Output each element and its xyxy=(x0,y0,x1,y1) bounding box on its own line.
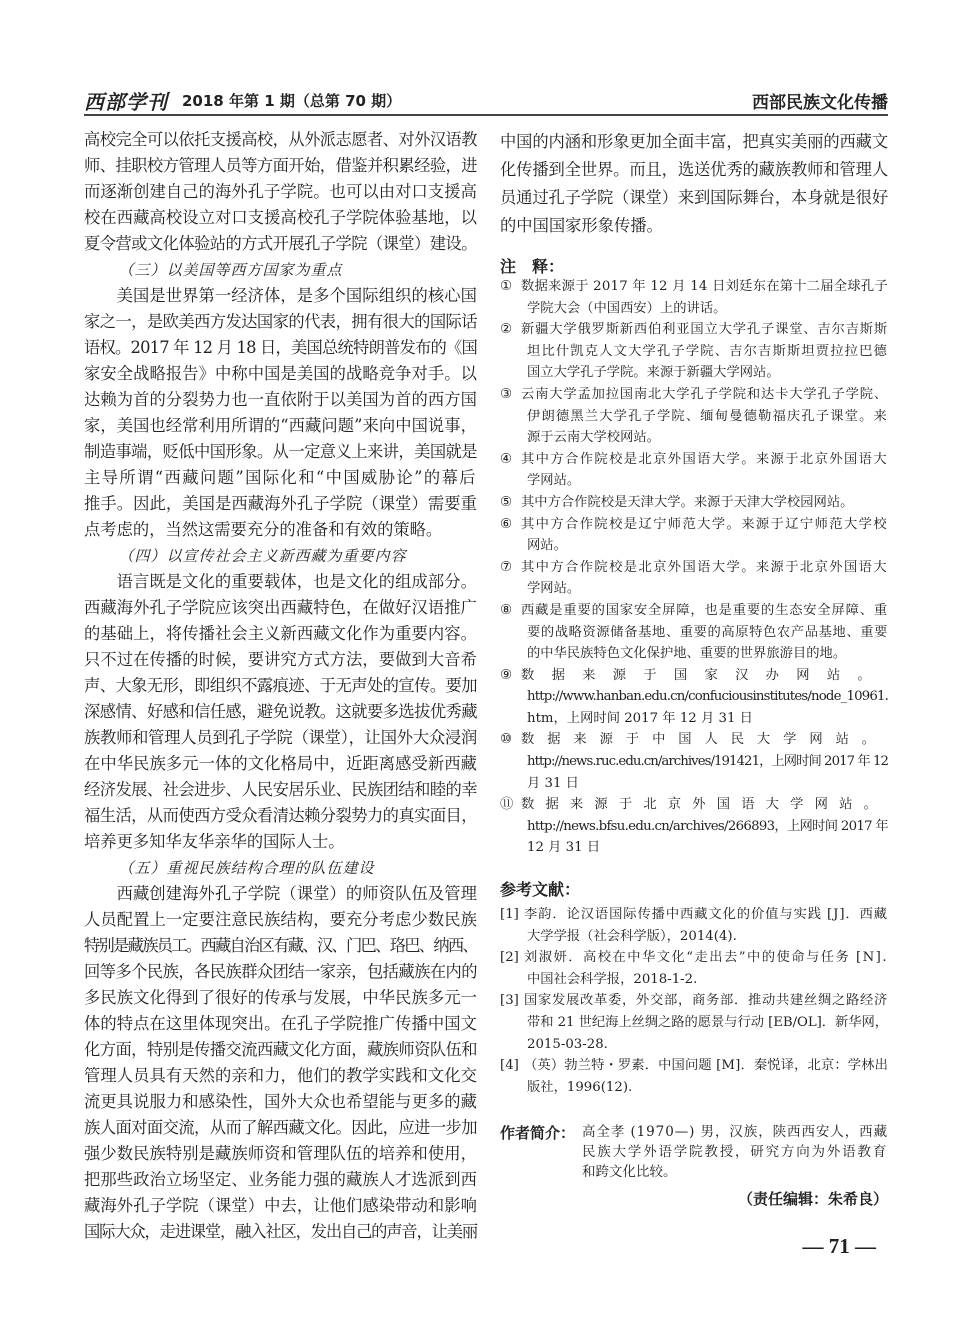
body-line-text: 声、大象无形，即组织不露痕迹、于无声处的宣传。要加 xyxy=(84,676,477,695)
reference-line xyxy=(500,1034,888,1056)
section-title: 西部民族文化传播 xyxy=(752,93,888,113)
body-line-text: 多民族文化得到了很好的传承与发展，中华民族多元一 xyxy=(84,988,477,1007)
author-bio xyxy=(582,1122,888,1182)
body-line xyxy=(84,959,477,985)
body-line-text: 夏令营或文化体验站的方式开展孔子学院（课堂）建设。 xyxy=(84,234,477,253)
note-number: ① xyxy=(500,279,512,294)
reference-line xyxy=(500,969,888,991)
body-line-text: 西藏创建海外孔子学院（课堂）的师资队伍及管理 xyxy=(116,884,477,903)
body-line xyxy=(84,335,477,361)
note-line xyxy=(500,514,888,536)
note-text: 的中华民族特色文化保护地、重要的世界旅游目的地。 xyxy=(527,646,847,662)
left-column xyxy=(84,127,477,1245)
responsible-editor: （责任编辑：朱希良） xyxy=(737,1190,888,1208)
note-line xyxy=(500,492,888,514)
body-line-text: 语权。2017 年 12 月 18 日，美国总统特朗普发布的《国 xyxy=(84,338,477,357)
body-line xyxy=(84,1063,477,1089)
note-number: ② xyxy=(500,322,512,338)
reference-number: [4] xyxy=(500,1058,519,1074)
note-line xyxy=(500,729,888,751)
body-line-text: 语言既是文化的重要载体，也是文化的组成部分。 xyxy=(116,572,477,591)
body-line-text: 家之一，是欧美西方发达国家的代表，拥有很大的国际话 xyxy=(84,312,477,331)
body-line xyxy=(500,128,888,156)
body-line xyxy=(84,465,477,491)
reference-line xyxy=(500,947,888,969)
section-heading: （四）以宣传社会主义新西藏为重要内容 xyxy=(118,547,407,565)
note-line xyxy=(500,816,888,838)
note-number: ⑤ xyxy=(500,494,512,510)
notes-title: 注 释： xyxy=(500,257,565,276)
body-line xyxy=(500,212,888,240)
body-line-text: 西藏海外孔子学院应该突出西藏特色，在做好汉语推广 xyxy=(84,598,477,617)
reference-line xyxy=(500,1012,888,1034)
body-line-text: 化传播到全世界。而且，选送优秀的藏族教师和管理人 xyxy=(500,160,888,179)
reference-number: [1] xyxy=(500,907,519,922)
note-text: htm，上网时间 2017 年 12 月 31 日 xyxy=(527,710,753,726)
bio-text: 和跨文化比较。 xyxy=(582,1164,677,1180)
bio-line xyxy=(582,1122,888,1142)
body-line xyxy=(84,179,477,205)
body-line-text: 家，美国也经常利用所谓的“西藏问题”来向中国说事， xyxy=(84,416,477,435)
body-line-text: 培养更多知华友华亲华的国际人士。 xyxy=(84,832,345,851)
note-text: 其中方合作院校是北京外国语大学。来源于北京外国语大 xyxy=(521,451,888,467)
note-text: 坦比什凯克人文大学孔子学院、吉尔吉斯斯坦贾拉拉巴德 xyxy=(527,343,888,359)
journal-logo: 西部学刊 xyxy=(84,90,168,114)
note-line xyxy=(500,751,888,773)
body-line xyxy=(84,647,477,673)
body-line xyxy=(84,803,477,829)
body-line xyxy=(84,829,477,855)
body-line-text: 流更具说服力和感染性，国外大众也希望能与更多的藏 xyxy=(84,1092,477,1111)
note-number: ⑨ xyxy=(500,667,512,683)
author-bio-label: 作者简介： xyxy=(500,1124,576,1142)
reference-line xyxy=(500,1055,888,1077)
body-line-text: 特别是藏族员工。西藏自治区有藏、汉、门巴、珞巴、纳西、 xyxy=(84,936,477,955)
reference-text: （英）勃兰特・罗素．中国问题 [M]．秦悦译，北京：学林出 xyxy=(524,1058,888,1074)
body-line xyxy=(84,1167,477,1193)
note-line xyxy=(500,276,888,298)
reference-text: 刘淑妍．高校在中华文化“走出去”中的使命与任务 [N]. xyxy=(524,950,888,966)
body-line-text: 族教师和管理人员到孔子学院（课堂），让国外大众浸润 xyxy=(84,728,477,747)
body-line xyxy=(84,1037,477,1063)
body-line xyxy=(84,985,477,1011)
body-line-text: 强少数民族特别是藏族师资和管理队伍的培养和使用， xyxy=(84,1144,477,1163)
note-line xyxy=(500,557,888,579)
body-line-text: 员通过孔子学院（课堂）来到国际舞台，本身就是很好 xyxy=(500,188,888,207)
body-line xyxy=(84,933,477,959)
note-line xyxy=(500,600,888,622)
note-line xyxy=(500,470,888,492)
note-text: http://www.hanban.edu.cn/confuciousinstitutes/node_10961. xyxy=(527,689,888,705)
body-line-text: 制造事端，贬低中国形象。从一定意义上来讲，美国就是 xyxy=(84,442,477,461)
body-line xyxy=(84,387,477,413)
body-line xyxy=(84,881,477,907)
note-text: 月 31 日 xyxy=(527,775,579,791)
page-number: — 71 — xyxy=(802,1234,876,1258)
body-line-text: 回等多个民族，各民族群众团结一家亲，包括藏族在内的 xyxy=(84,962,477,981)
body-line xyxy=(84,153,477,179)
body-line-text: 的中国国家形象传播。 xyxy=(500,216,663,235)
note-line xyxy=(500,794,888,816)
body-line xyxy=(84,569,477,595)
body-line-text: 深感情、好感和信任感，避免说教。这就要多选拔优秀藏 xyxy=(84,702,477,721)
body-line-text: 家安全战略报告》中称中国是美国的战略竞争对手。以 xyxy=(84,364,477,383)
right-column-body xyxy=(500,128,888,240)
reference-line xyxy=(500,990,888,1012)
body-line-text: 人员配置上一定要注意民族结构，要充分考虑少数民族 xyxy=(84,910,477,929)
body-line-text: 的基础上，将传播社会主义新西藏文化作为重要内容。 xyxy=(84,624,477,643)
note-number: ④ xyxy=(500,451,512,467)
body-line xyxy=(84,231,477,257)
note-number: ⑪ xyxy=(500,797,514,813)
note-number: ⑧ xyxy=(500,602,512,618)
reference-number: [3] xyxy=(500,993,519,1009)
reference-line xyxy=(500,1077,888,1099)
note-line xyxy=(500,319,888,341)
note-text: 新疆大学俄罗斯新西伯利亚国立大学孔子课堂、吉尔吉斯斯 xyxy=(521,322,888,338)
note-text: 云南大学孟加拉国南北大学孔子学院和达卡大学孔子学院、 xyxy=(521,386,888,402)
note-line xyxy=(500,643,888,665)
reference-text: 李韵．论汉语国际传播中西藏文化的价值与实践 [J]．西藏 xyxy=(524,907,888,922)
note-line xyxy=(500,341,888,363)
section-heading-row xyxy=(84,257,477,283)
body-line-text: 师、挂职校方管理人员等方面开始，借鉴并积累经验，进 xyxy=(84,156,477,175)
note-text: 其中方合作院校是辽宁师范大学。来源于辽宁师范大学校 xyxy=(521,516,888,532)
body-line xyxy=(500,156,888,184)
body-line xyxy=(84,361,477,387)
body-line-text: 主导所谓“西藏问题”国际化和“中国威胁论”的幕后 xyxy=(84,468,477,487)
note-text: 12 月 31 日 xyxy=(527,840,601,856)
note-line xyxy=(500,449,888,471)
body-line-text: 国际大众，走进课堂，融入社区，发出自己的声音，让美丽 xyxy=(84,1222,477,1241)
body-line-text: 推手。因此，美国是西藏海外孔子学院（课堂）需要重 xyxy=(84,494,477,513)
note-text: 学网站。 xyxy=(527,473,581,489)
body-line-text: 化方面，特别是传播交流西藏文化方面，藏族师资队伍和 xyxy=(84,1040,477,1059)
note-text: http://news.ruc.edu.cn/archives/191421，上网时间 2017 年 12 xyxy=(527,754,888,770)
body-line-text: 只不过在传播的时候，要讲究方式方法，要做到大音希 xyxy=(84,650,477,669)
note-line xyxy=(500,837,888,859)
body-line xyxy=(84,699,477,725)
body-line-text: 藏海外孔子学院（课堂）中去，让他们感染带动和影响 xyxy=(84,1196,477,1215)
section-heading-row xyxy=(84,855,477,881)
body-line-text: 管理人员具有天然的亲和力，他们的教学实践和文化交 xyxy=(84,1066,477,1085)
reference-text: 版社，1996(12). xyxy=(527,1079,633,1095)
body-line-text: 点考虑的，当然这需要充分的准备和有效的策略。 xyxy=(84,520,443,539)
note-line xyxy=(500,686,888,708)
reference-line xyxy=(500,926,888,948)
body-line xyxy=(84,907,477,933)
body-line-text: 而逐渐创建自己的海外孔子学院。也可以由对口支援高 xyxy=(84,182,477,201)
body-line xyxy=(84,1089,477,1115)
reference-text: 大学学报（社会科学版），2014(4). xyxy=(527,928,737,944)
body-line xyxy=(84,1193,477,1219)
body-line xyxy=(84,777,477,803)
note-line xyxy=(500,362,888,384)
body-line xyxy=(84,1219,477,1245)
issue-info: 2018 年第 1 期（总第 70 期） xyxy=(182,92,402,110)
note-text: 学院大会（中国西安）上的讲话。 xyxy=(527,300,727,316)
note-text: 西藏是重要的国家安全屏障，也是重要的生态安全屏障、重 xyxy=(521,602,888,618)
body-line xyxy=(84,595,477,621)
bio-line xyxy=(582,1162,888,1182)
body-line xyxy=(500,184,888,212)
body-line-text: 体的特点在这里体现突出。在孔子学院推广传播中国文 xyxy=(84,1014,477,1033)
note-text: 其中方合作院校是北京外国语大学。来源于北京外国语大 xyxy=(521,559,888,575)
reference-number: [2] xyxy=(500,950,519,966)
note-text: 伊朗德黑兰大学孔子学院、缅甸曼德勒福庆孔子课堂。来 xyxy=(527,408,888,424)
body-line xyxy=(84,725,477,751)
section-heading: （五）重视民族结构合理的队伍建设 xyxy=(118,859,375,877)
reference-text: 2015-03-28. xyxy=(527,1036,608,1052)
note-number: ③ xyxy=(500,386,512,402)
body-line-text: 美国是世界第一经济体，是多个国际组织的核心国 xyxy=(116,286,477,305)
body-line-text: 高校完全可以依托支援高校，从外派志愿者、对外汉语教 xyxy=(84,130,477,149)
note-line xyxy=(500,622,888,644)
note-text: 国立大学孔子学院。来源于新疆大学网站。 xyxy=(527,365,780,381)
body-line xyxy=(84,517,477,543)
reference-line xyxy=(500,904,888,926)
body-line xyxy=(84,621,477,647)
bio-text: 高全孝 (1970—) 男，汉族，陕西西安人，西藏 xyxy=(582,1124,888,1140)
note-line xyxy=(500,708,888,730)
references-title: 参考文献： xyxy=(500,880,581,899)
body-line xyxy=(84,127,477,153)
body-line xyxy=(84,1141,477,1167)
note-line xyxy=(500,578,888,600)
body-line-text: 福生活，从而使西方受众看清达赖分裂势力的真实面目， xyxy=(84,806,477,825)
body-line xyxy=(84,751,477,777)
note-line xyxy=(500,384,888,406)
reference-text: 国家发展改革委，外交部，商务部．推动共建丝绸之路经济 xyxy=(524,993,888,1009)
note-number: ⑩ xyxy=(500,732,512,748)
body-line xyxy=(84,283,477,309)
section-heading: （三）以美国等西方国家为重点 xyxy=(118,261,343,279)
note-line xyxy=(500,427,888,449)
references-list xyxy=(500,904,888,1098)
note-text: 学网站。 xyxy=(527,581,581,597)
header-rule xyxy=(84,114,888,116)
reference-text: 带和 21 世纪海上丝绸之路的愿景与行动 [EB/OL]．新华网， xyxy=(527,1014,888,1030)
note-text: 数据来源于 2017 年 12 月 14 日刘廷东在第十二届全球孔子 xyxy=(521,279,888,294)
note-line xyxy=(500,665,888,687)
body-line xyxy=(84,673,477,699)
body-line xyxy=(84,1115,477,1141)
note-line xyxy=(500,535,888,557)
reference-text: 中国社会科学报，2018-1-2. xyxy=(527,971,698,987)
body-line xyxy=(84,205,477,231)
body-line-text: 族人面对面交流，从而了解西藏文化。因此，应进一步加 xyxy=(84,1118,477,1137)
body-line xyxy=(84,491,477,517)
bio-text: 民族大学外语学院教授，研究方向为外语教育 xyxy=(582,1144,888,1160)
note-number: ⑦ xyxy=(500,559,512,575)
bio-line xyxy=(582,1142,888,1162)
note-text: http://news.bfsu.edu.cn/archives/266893，上网时间 2017 年 xyxy=(527,818,888,834)
body-line-text: 校在西藏高校设立对口支援高校孔子学院体验基地，以 xyxy=(84,208,477,227)
body-line-text: 在中华民族多元一体的文化格局中，近距离感受新西藏 xyxy=(84,754,477,773)
note-text: 数据来源于国家汉办网站。 xyxy=(521,667,888,683)
note-line xyxy=(500,406,888,428)
note-text: 数据来源于北京外国语大学网站。 xyxy=(521,797,888,813)
notes-list xyxy=(500,276,888,859)
body-line-text: 达赖为首的分裂势力也一直依附于以美国为首的西方国 xyxy=(84,390,477,409)
note-text: 其中方合作院校是天津大学。来源于天津大学校园网站。 xyxy=(521,494,854,510)
note-line xyxy=(500,298,888,320)
note-text: 要的战略资源储备基地、重要的高原特色农产品基地、重要 xyxy=(527,624,888,640)
note-text: 数据来源于中国人民大学网站。 xyxy=(521,732,888,748)
note-text: 源于云南大学校网站。 xyxy=(527,430,660,446)
body-line xyxy=(84,413,477,439)
note-line xyxy=(500,773,888,795)
body-line-text: 把那些政治立场坚定、业务能力强的藏族人才选派到西 xyxy=(84,1170,477,1189)
section-heading-row xyxy=(84,543,477,569)
body-line xyxy=(84,309,477,335)
body-line xyxy=(84,439,477,465)
body-line-text: 经济发展、社会进步、人民安居乐业、民族团结和睦的幸 xyxy=(84,780,477,799)
note-text: 网站。 xyxy=(527,538,567,554)
body-line-text: 中国的内涵和形象更加全面丰富，把真实美丽的西藏文 xyxy=(500,132,888,151)
note-number: ⑥ xyxy=(500,516,512,532)
body-line xyxy=(84,1011,477,1037)
